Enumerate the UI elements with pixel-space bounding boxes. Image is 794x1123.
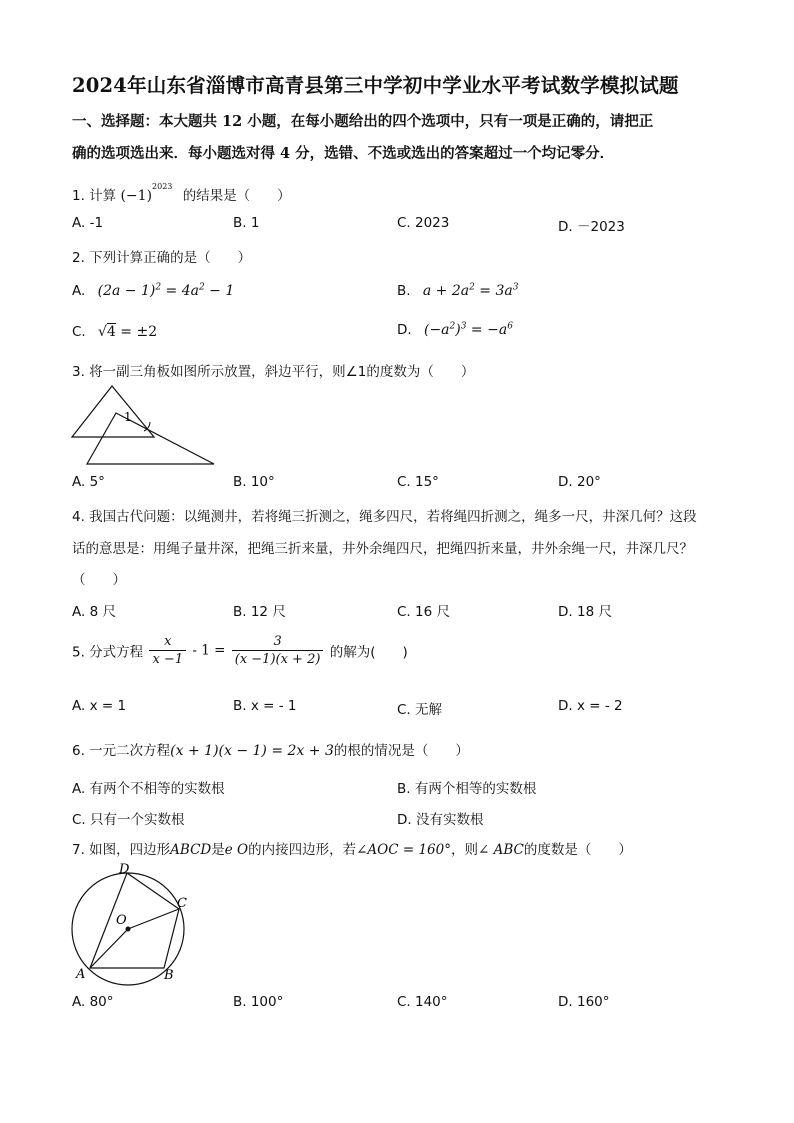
q7-text-2: 的内接四边形，若 <box>248 842 357 858</box>
q7-radius-oc <box>128 909 179 929</box>
q7-point-o: O <box>116 913 127 928</box>
q7-option-b[interactable]: B. 100° <box>233 994 284 1010</box>
q7-asked-angle: ∠ ABC <box>477 842 524 858</box>
section-instructions-line2: 确的选项选出来．每小题选对得 4 分，选错、不选或选出的答案超过一个均记零分． <box>72 145 615 162</box>
question-4-line2: 话的意思是：用绳子量井深，把绳三折来量，井外余绳四尺，把绳四折来量，井外余绳一尺，井深几尺？ <box>72 541 693 557</box>
q7-text-1: 是 <box>211 842 225 858</box>
q1-exponent: 2023 <box>152 181 173 191</box>
q5-suffix: 的解为( ) <box>329 644 408 661</box>
q3-option-a[interactable]: A. 5° <box>72 474 105 490</box>
question-5-stem <box>72 634 408 667</box>
q2-option-a[interactable] <box>72 283 234 299</box>
q2-option-d-formula: $(-a^2)^3 = -a^6$ <box>423 321 513 338</box>
q1-base: (−1) <box>120 188 153 204</box>
question-7-stem <box>72 838 632 858</box>
question-1-stem <box>72 181 291 204</box>
q5-fraction-left-numerator: x <box>149 634 186 651</box>
question-2-stem: 2. 下列计算正确的是（ ） <box>72 250 252 266</box>
q7-suffix: 的度数是（ ） <box>523 842 632 858</box>
q7-point-a: A <box>76 967 86 982</box>
question-3-stem: 3. 将一副三角板如图所示放置，斜边平行，则∠1的度数为（ ） <box>72 364 475 380</box>
q3-option-d[interactable]: D. 20° <box>558 474 601 490</box>
q7-point-b: B <box>164 968 174 983</box>
q2-option-a-formula: $(2a - 1)^2 = 4a^2 - 1$ <box>97 282 235 299</box>
q7-circle-figure <box>64 858 204 988</box>
q7-point-c: C <box>177 896 187 911</box>
q5-fraction-left <box>149 634 186 667</box>
q1-suffix: 的结果是（ ） <box>182 188 291 204</box>
q5-option-c[interactable]: C. 无解 <box>397 702 443 718</box>
q7-option-c[interactable]: C. 140° <box>397 994 448 1010</box>
q7-prefix: 7. 如图，四边形 <box>72 842 171 858</box>
q5-prefix: 5. 分式方程 <box>72 644 144 661</box>
q3-angle-label: 1 <box>124 410 132 424</box>
q1-prefix: 1. 计算 <box>72 188 117 204</box>
question-4-line3: （ ） <box>72 572 126 588</box>
question-6-stem <box>72 739 469 759</box>
q2-option-b-formula: $a + 2a^2 = 3a^3$ <box>422 282 519 299</box>
q5-fraction-right <box>232 634 324 667</box>
q4-option-c[interactable]: C. 16 尺 <box>397 604 450 620</box>
q7-option-a[interactable]: A. 80° <box>72 994 114 1010</box>
q3-option-b[interactable]: B. 10° <box>233 474 275 490</box>
q4-option-a[interactable]: A. 8 尺 <box>72 604 116 620</box>
q5-fraction-right-numerator: 3 <box>232 634 324 651</box>
q3-triangle-lower <box>87 413 214 464</box>
q3-triangle-upper <box>72 386 154 437</box>
page-title: 2024年山东省淄博市高青县第三中学初中学业水平考试数学模拟试题 <box>72 74 679 97</box>
q1-option-b[interactable]: B. 1 <box>233 215 260 231</box>
question-4-line1: 4. 我国古代问题：以绳测井，若将绳三折测之，绳多四尺，若将绳四折测之，绳多一尺，井深几何？这段 <box>72 509 697 525</box>
q2-option-d-label: D. <box>397 322 412 338</box>
q1-option-a[interactable]: A. -1 <box>72 215 104 231</box>
q7-circle-symbol: e O <box>224 842 249 858</box>
q1-option-d[interactable]: D. －2023 <box>558 219 625 235</box>
q6-option-a[interactable]: A. 有两个不相等的实数根 <box>72 781 225 797</box>
q4-option-d[interactable]: D. 18 尺 <box>558 604 612 620</box>
q3-triangles-figure <box>68 380 218 470</box>
q7-quad-name: ABCD <box>170 842 212 858</box>
q6-equation: (x + 1)(x − 1) = 2x + 3 <box>170 743 334 759</box>
q6-option-b[interactable]: B. 有两个相等的实数根 <box>397 781 537 797</box>
q7-option-d[interactable]: D. 160° <box>558 994 610 1010</box>
q2-option-d[interactable] <box>397 322 513 338</box>
q2-option-c[interactable] <box>72 324 157 340</box>
q3-option-c[interactable]: C. 15° <box>397 474 439 490</box>
q6-option-d[interactable]: D. 没有实数根 <box>397 812 484 828</box>
q6-prefix: 6. 一元二次方程 <box>72 743 171 759</box>
q6-option-c[interactable]: C. 只有一个实数根 <box>72 812 185 828</box>
q2-option-b[interactable] <box>397 283 518 299</box>
q2-option-c-formula: √4 = ±2 <box>98 324 158 340</box>
q2-option-a-label: A. <box>72 283 86 299</box>
q7-condition: ∠AOC = 160° <box>356 842 451 858</box>
q4-option-b[interactable]: B. 12 尺 <box>233 604 286 620</box>
q5-option-d[interactable]: D. x = - 2 <box>558 698 623 714</box>
q7-radius-oa <box>90 929 128 968</box>
q7-text-3: ，则 <box>450 842 478 858</box>
q6-suffix: 的根的情况是（ ） <box>333 743 469 759</box>
q5-option-b[interactable]: B. x = - 1 <box>233 698 297 714</box>
q2-option-b-label: B. <box>397 283 411 299</box>
q5-middle: - 1 = <box>192 642 230 659</box>
q5-fraction-right-denominator: (x −1)(x + 2) <box>234 652 321 667</box>
q1-option-c[interactable]: C. 2023 <box>397 215 450 231</box>
q7-point-d: D <box>119 862 130 877</box>
q2-option-c-label: C. <box>72 324 86 340</box>
q5-fraction-left-denominator: x −1 <box>152 652 184 667</box>
q5-option-a[interactable]: A. x = 1 <box>72 698 127 714</box>
section-instructions-line1: 一、选择题：本大题共 12 小题，在每小题给出的四个选项中，只有一项是正确的，请把正 <box>72 113 654 130</box>
